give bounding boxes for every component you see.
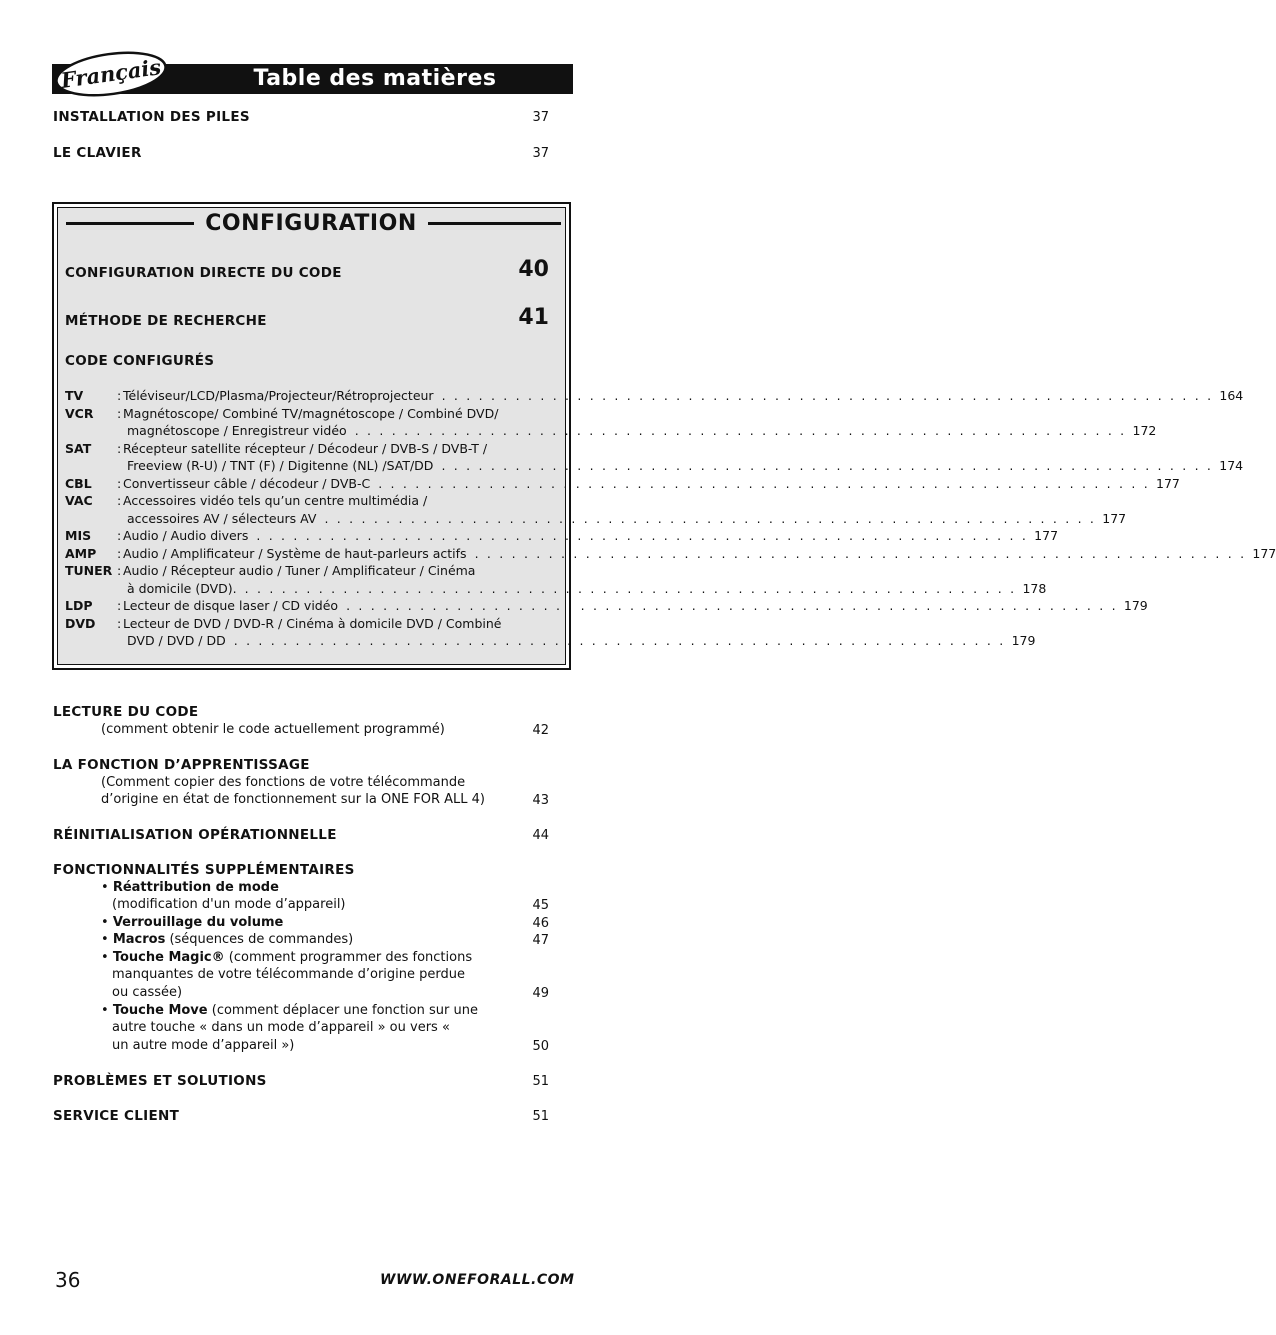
toc-item-page: 37 [532, 110, 549, 125]
move-item: • Touche Move (comment déplacer une fonction sur une [101, 1003, 478, 1018]
dot-leader: . . . . . . . . . . . . . . . . . . . . . . . . . . . . . . . . . . . . . . . . . . . . . . . . . . . . . . . . . . . . . . . [324, 510, 1097, 526]
device-description: Audio / Amplificateur / Système de haut-parleurs actifs [123, 545, 467, 561]
device-colon: : [117, 388, 122, 403]
problemes-page: 51 [532, 1074, 549, 1089]
macros-desc: (séquences de commandes) [169, 932, 354, 947]
magic-desc-1: (comment programmer des fonctions [228, 950, 473, 965]
device-line [123, 441, 557, 456]
device-line [123, 388, 1244, 403]
reattrib-desc: (modification d'un mode d’appareil) [112, 897, 346, 912]
dot-leader: . . . . . . . . . . . . . . . . . . . . . . . . . . . . . . . . . . . . . . . . . . . . . . . . . . . . . . . . . . . . . . . [346, 598, 1118, 613]
apprentissage-title: LA FONCTION D’APPRENTISSAGE [53, 757, 310, 773]
service-page: 51 [532, 1109, 549, 1124]
device-code: VAC [65, 493, 93, 508]
toc-item-label: LE CLAVIER [53, 145, 142, 161]
device-code: CBL [65, 475, 92, 491]
device-code: AMP [65, 545, 97, 561]
search-method-page: 41 [518, 305, 549, 330]
device-page: 179 [1011, 633, 1036, 648]
dot-leader: . . . . . . . . . . . . . . . . . . . . . . . . . . . . . . . . . . . . . . . . . . . . . . . . . . . . . . . . . . . . . . . [233, 633, 1006, 648]
device-description: DVD / DVD / DD [127, 633, 226, 648]
device-page: 177 [1034, 528, 1059, 543]
direct-code-label: CONFIGURATION DIRECTE DU CODE [65, 265, 342, 281]
dot-leader: . . . . . . . . . . . . . . . . . . . . . . . . . . . . . . . . . . . . . . . . . . . . . . . . . . . . . . . . . . . . . . . [378, 475, 1150, 491]
lecture-page: 42 [532, 723, 549, 738]
reattrib-label: Réattribution de mode [112, 880, 279, 895]
device-code: DVD [65, 615, 96, 631]
device-page: 177 [1252, 545, 1276, 561]
device-description: Convertisseur câble / décodeur / DVB-C [123, 475, 371, 491]
toc-item-label: INSTALLATION DES PILES [53, 109, 250, 125]
move-desc-2: autre touche « dans un mode d’appareil » ou vers « [112, 1020, 450, 1035]
direct-code-page: 40 [518, 257, 549, 282]
device-line [127, 423, 1157, 438]
device-colon: : [117, 545, 122, 561]
device-page: 172 [1132, 423, 1157, 438]
problemes-title: PROBLÈMES ET SOLUTIONS [53, 1073, 267, 1089]
move-desc-1: (comment déplacer une fonction sur une [211, 1003, 478, 1018]
configuration-title: CONFIGURATION [205, 211, 417, 236]
device-description: Magnétoscope/ Combiné TV/magnétoscope / Combiné DVD/ [123, 405, 499, 421]
device-description: Téléviseur/LCD/Plasma/Projecteur/Rétroprojecteur [123, 388, 434, 403]
device-line [123, 563, 557, 578]
device-page: 174 [1219, 458, 1244, 473]
page-title: Table des matières [253, 66, 497, 91]
device-colon: : [117, 493, 122, 508]
device-line [127, 580, 1047, 596]
device-description: Lecteur de disque laser / CD vidéo [123, 598, 339, 613]
device-description: Accessoires vidéo tels qu’un centre multimédia / [123, 493, 428, 508]
device-colon: : [117, 405, 122, 421]
page-number: 36 [55, 1268, 81, 1292]
device-code: SAT [65, 440, 92, 456]
device-description: Audio / Récepteur audio / Tuner / Amplificateur / Cinéma [123, 563, 476, 578]
device-line [123, 528, 1059, 543]
device-code: LDP [65, 598, 93, 613]
reattrib-item: • Réattribution de mode [101, 880, 279, 895]
magic-item: • Touche Magic® (comment programmer des fonctions [101, 950, 473, 965]
device-line [123, 406, 557, 421]
device-description: à domicile (DVD). [127, 580, 237, 596]
device-line [123, 493, 557, 508]
macros-label: Macros [112, 932, 166, 947]
codes-heading: CODE CONFIGURÉS [65, 353, 215, 369]
fonctionnalites-title: FONCTIONNALITÉS SUPPLÉMENTAIRES [53, 862, 355, 878]
device-page: 177 [1156, 475, 1180, 491]
apprentissage-desc-1: (Comment copier des fonctions de votre télécommande [101, 775, 466, 790]
magic-page: 49 [532, 986, 549, 1001]
device-line [127, 633, 1036, 648]
device-colon: : [117, 615, 122, 631]
device-page: 164 [1219, 388, 1244, 403]
move-page: 50 [532, 1039, 549, 1054]
device-description: Freeview (R-U) / TNT (F) / Digitenne (NL) /SAT/DD [127, 458, 434, 473]
dot-leader: . . . . . . . . . . . . . . . . . . . . . . . . . . . . . . . . . . . . . . . . . . . . . . . . . . . . . . . . . . . . . . . [474, 545, 1247, 561]
verrou-label: Verrouillage du volume [112, 915, 284, 930]
website-url: WWW.ONEFORALL.COM [380, 1272, 575, 1288]
apprentissage-page: 43 [532, 793, 549, 808]
macros-page: 47 [532, 933, 549, 948]
reinit-title: RÉINITIALISATION OPÉRATIONNELLE [53, 827, 337, 843]
device-line [123, 475, 1180, 491]
device-colon: : [117, 563, 122, 578]
device-line [127, 458, 1244, 473]
device-colon: : [117, 475, 122, 491]
service-title: SERVICE CLIENT [53, 1108, 180, 1124]
verrou-item: • Verrouillage du volume [101, 915, 284, 930]
magic-desc-3: ou cassée) [112, 985, 183, 1000]
dot-leader: . . . . . . . . . . . . . . . . . . . . . . . . . . . . . . . . . . . . . . . . . . . . . . . . . . . . . . . . . . . . . . . [441, 388, 1214, 403]
lecture-desc: (comment obtenir le code actuellement programmé) [101, 722, 445, 737]
device-description: Lecteur de DVD / DVD-R / Cinéma à domicile DVD / Combiné [123, 615, 502, 631]
title-rule-left [66, 222, 194, 225]
reattrib-page: 45 [532, 898, 549, 913]
device-line [123, 545, 1276, 561]
move-desc-3: un autre mode d’appareil ») [112, 1038, 295, 1053]
device-description: Récepteur satellite récepteur / Décodeur / DVB-S / DVB-T / [123, 440, 488, 456]
dot-leader: . . . . . . . . . . . . . . . . . . . . . . . . . . . . . . . . . . . . . . . . . . . . . . . . . . . . . . . . . . . . . . . [354, 423, 1127, 438]
dot-leader: . . . . . . . . . . . . . . . . . . . . . . . . . . . . . . . . . . . . . . . . . . . . . . . . . . . . . . . . . . . . . . . [256, 528, 1029, 543]
device-code: TUNER [65, 563, 113, 578]
device-page: 177 [1102, 510, 1127, 526]
device-line [123, 616, 557, 631]
device-line [123, 598, 1148, 613]
title-rule-right [428, 222, 561, 225]
search-method-label: MÉTHODE DE RECHERCHE [65, 313, 267, 329]
move-label: Touche Move [112, 1003, 208, 1018]
device-page: 179 [1123, 598, 1148, 613]
device-colon: : [117, 598, 122, 613]
reinit-page: 44 [532, 828, 549, 843]
macros-item: • Macros (séquences de commandes) [101, 932, 354, 947]
verrou-page: 46 [532, 916, 549, 931]
language-label: Français [59, 54, 163, 93]
device-page: 178 [1022, 580, 1047, 596]
toc-item-page: 37 [532, 146, 549, 161]
device-code: VCR [65, 405, 94, 421]
device-colon: : [117, 528, 122, 543]
lecture-title: LECTURE DU CODE [53, 704, 199, 720]
magic-label: Touche Magic® [112, 950, 225, 965]
device-description: accessoires AV / sélecteurs AV [127, 510, 317, 526]
dot-leader: . . . . . . . . . . . . . . . . . . . . . . . . . . . . . . . . . . . . . . . . . . . . . . . . . . . . . . . . . . . . . . . [244, 580, 1017, 596]
device-code: MIS [65, 528, 92, 543]
device-line [127, 510, 1127, 526]
device-description: Audio / Audio divers [123, 528, 249, 543]
device-description: magnétoscope / Enregistreur vidéo [127, 423, 347, 438]
device-code: TV [65, 388, 84, 403]
device-colon: : [117, 440, 122, 456]
dot-leader: . . . . . . . . . . . . . . . . . . . . . . . . . . . . . . . . . . . . . . . . . . . . . . . . . . . . . . . . . . . . . . . [441, 458, 1214, 473]
magic-desc-2: manquantes de votre télécommande d’origine perdue [112, 967, 465, 982]
apprentissage-desc-2: d’origine en état de fonctionnement sur la ONE FOR ALL 4) [101, 792, 485, 807]
